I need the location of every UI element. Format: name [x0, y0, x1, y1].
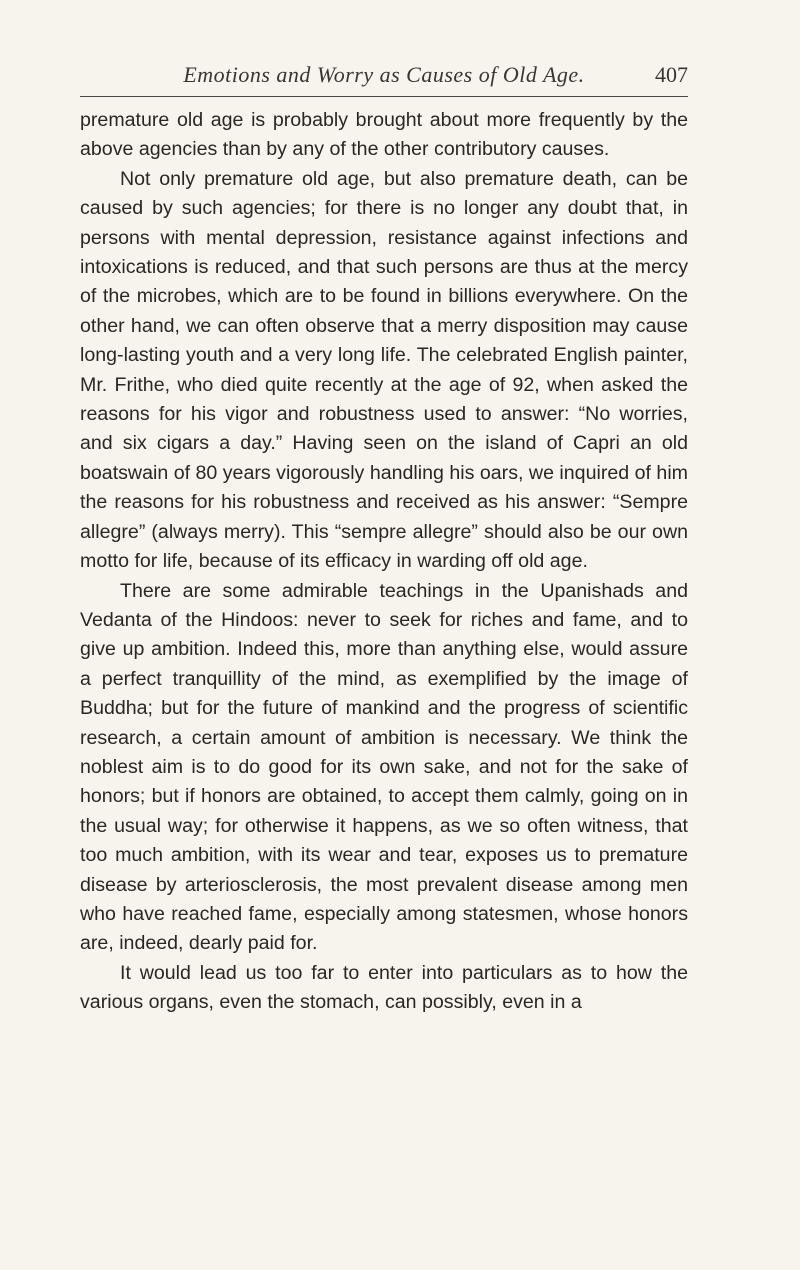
paragraph-premature-death: Not only premature old age, but also premature death, can be caused by such agencies; for there is no longer any doubt that, in persons with mental depression, resistance against infections and intoxications is reduced, and that such persons are thus at the mercy of the microbes, which are to be found in billions everywhere. On the other hand, we can often observe that a merry disposition may cause long-lasting youth and a very long life. The celebrated English painter, Mr. Frithe, who died quite recently at the age of 92, when asked the reasons for his vigor and robustness used to answer: “No worries, and six cigars a day.” Having seen on the island of Capri an old boatswain of 80 years vigorously handling his oars, we inquired of him the reasons for his robustness and received as his answer: “Sempre allegre” (always merry). This “sempre allegre” should also be our own motto for life, because of its efficacy in warding off old age. — [80, 167, 688, 573]
running-title: Emotions and Worry as Causes of Old Age. — [183, 62, 585, 87]
paragraph-continued: premature old age is probably brought about more frequently by the above agencies than by any of the other contributory causes. — [80, 109, 688, 161]
page-number: 407 — [655, 62, 688, 87]
running-header — [80, 62, 688, 97]
paragraph-organs: It would lead us too far to enter into particulars as to how the various organs, even the stomach, can possibly, even in a — [80, 961, 688, 1014]
paragraph-upanishads: There are some admirable teachings in the Upanishads and Vedanta of the Hindoos: never to seek for riches and fame, and to give up ambition. Indeed this, more than anything else, would assure a perfect tranquillity of the mind, as exemplified by the image of Buddha; but for the future of mankind and the progress of scientific research, a certain amount of ambition is necessary. We think the noblest aim is to do good for its own sake, and not for the sake of honors; but if honors are obtained, to accept them calmly, going on in the usual way; for otherwise it happens, as we so often witness, that too much ambition, with its wear and tear, exposes us to premature disease by arteriosclerosis, the most prevalent disease among men who have reached fame, especially among statesmen, whose honors are, indeed, dearly paid for. — [80, 579, 688, 955]
body-text — [80, 106, 688, 1018]
